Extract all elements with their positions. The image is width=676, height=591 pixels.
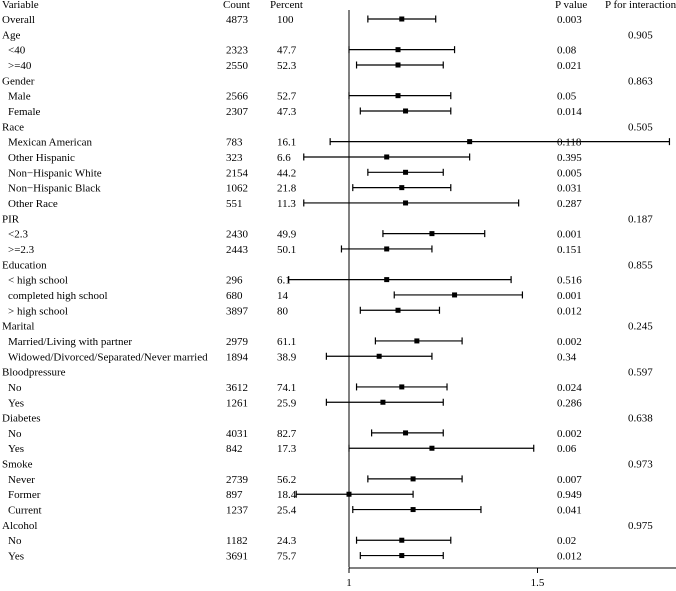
percent-value: 11.3	[277, 197, 296, 210]
group-row	[2, 367, 653, 379]
table-row	[8, 336, 582, 348]
p-interaction-value: 0.905	[628, 29, 653, 42]
point-estimate	[396, 93, 401, 98]
p-interaction-value: 0.863	[628, 75, 653, 88]
point-estimate	[399, 17, 404, 22]
row-label: Yes	[8, 443, 25, 456]
percent-value: 52.3	[277, 59, 297, 72]
row-label: <40	[8, 44, 26, 57]
group-label: Alcohol	[2, 519, 38, 532]
row-label: >=40	[8, 59, 32, 72]
point-estimate	[399, 384, 404, 389]
point-estimate	[384, 154, 389, 159]
p-value: 0.021	[557, 59, 582, 72]
group-label: Diabetes	[2, 412, 41, 425]
table-row	[8, 137, 582, 149]
count-value: 2323	[226, 44, 248, 57]
p-value: 0.287	[557, 197, 582, 210]
percent-value: 47.3	[277, 105, 297, 118]
point-estimate	[452, 292, 457, 297]
x-axis	[346, 568, 676, 589]
group-label: Marital	[2, 320, 35, 333]
row-label: Non−Hispanic Black	[8, 182, 101, 195]
point-estimate	[396, 308, 401, 313]
point-estimate	[384, 277, 389, 282]
count-value: 2979	[226, 335, 248, 348]
group-row	[2, 321, 653, 333]
group-row	[2, 29, 653, 41]
group-label: PIR	[2, 213, 20, 226]
percent-value: 17.3	[277, 443, 297, 456]
point-estimate	[380, 400, 385, 405]
point-estimate	[377, 354, 382, 359]
table-row	[8, 91, 577, 103]
percent-value: 100	[277, 14, 294, 26]
percent-value: 6.6	[277, 151, 291, 164]
count-value: 323	[226, 151, 243, 164]
table-row	[8, 443, 577, 455]
p-value: 0.34	[557, 351, 577, 364]
row-label: Overall	[2, 14, 35, 26]
point-estimate	[384, 246, 389, 251]
percent-value: 52.7	[277, 90, 297, 103]
row-label: < high school	[8, 274, 68, 287]
header-percent: Percent	[270, 0, 303, 11]
table-row	[2, 14, 582, 26]
point-estimate	[411, 476, 416, 481]
percent-value: 49.9	[277, 228, 297, 241]
p-interaction-value: 0.245	[628, 320, 653, 333]
row-label: Widowed/Divorced/Separated/Never married	[8, 351, 208, 364]
table-row	[8, 45, 577, 57]
x-tick-label: 1	[346, 577, 352, 589]
count-value: 842	[226, 443, 243, 456]
group-label: Gender	[2, 75, 35, 88]
row-label: Other Race	[8, 197, 58, 210]
header-variable: Variable	[2, 0, 39, 11]
percent-value: 25.4	[277, 504, 297, 517]
table-row	[8, 167, 582, 179]
header-p-value: P value	[555, 0, 588, 11]
table-row	[8, 198, 582, 210]
p-value: 0.002	[557, 335, 582, 348]
p-interaction-value: 0.975	[628, 519, 653, 532]
count-value: 1237	[226, 504, 248, 517]
table-row	[8, 505, 582, 517]
header-p-interaction: P for interaction	[605, 0, 676, 11]
point-estimate	[396, 62, 401, 67]
table-row	[8, 397, 582, 409]
row-label: > high school	[8, 305, 68, 318]
point-estimate	[403, 430, 408, 435]
percent-value: 47.7	[277, 44, 297, 57]
table-row	[8, 183, 582, 195]
percent-value: 74.1	[277, 381, 297, 394]
p-value: 0.041	[557, 504, 582, 517]
count-value: 4031	[226, 427, 248, 440]
table-row	[8, 229, 582, 241]
group-row	[2, 520, 653, 532]
row-label: <2.3	[8, 228, 28, 241]
count-value: 1261	[226, 397, 248, 410]
group-row	[2, 413, 653, 425]
count-value: 680	[226, 289, 243, 302]
header-count: Count	[223, 0, 250, 11]
p-value: 0.024	[557, 381, 582, 394]
percent-value: 18.4	[277, 489, 297, 502]
p-value: 0.014	[557, 105, 582, 118]
percent-value: 80	[277, 305, 288, 318]
table-row	[8, 106, 582, 118]
table-row	[8, 428, 582, 440]
point-estimate	[414, 338, 419, 343]
row-label: No	[8, 535, 22, 548]
count-value: 2430	[226, 228, 248, 241]
count-value: 783	[226, 136, 243, 149]
row-label: Male	[8, 90, 31, 103]
table-row	[8, 551, 582, 563]
row-label: No	[8, 381, 22, 394]
p-interaction-value: 0.187	[628, 213, 653, 226]
row-label: Other Hispanic	[8, 151, 75, 164]
table-row	[8, 152, 582, 164]
row-label: completed high school	[8, 289, 108, 302]
row-label: Yes	[8, 397, 25, 410]
percent-value: 21.8	[277, 182, 297, 195]
table-row	[8, 382, 582, 394]
point-estimate	[399, 553, 404, 558]
p-value: 0.003	[557, 14, 582, 26]
p-value: 0.05	[557, 90, 577, 103]
forest-marks	[289, 10, 670, 568]
percent-value: 24.3	[277, 535, 297, 548]
percent-value: 14	[277, 289, 288, 302]
x-tick-label: 1.5	[530, 577, 545, 589]
point-estimate	[396, 47, 401, 52]
count-value: 1182	[226, 535, 248, 548]
p-value: 0.007	[557, 473, 582, 486]
percent-value: 44.2	[277, 167, 297, 180]
table-row	[8, 351, 577, 363]
percent-value: 38.9	[277, 351, 297, 364]
percent-value: 6.1	[277, 274, 291, 287]
group-row	[2, 213, 653, 225]
count-value: 2550	[226, 59, 248, 72]
count-value: 1062	[226, 182, 248, 195]
table-row	[8, 275, 582, 287]
group-label: Age	[2, 29, 21, 42]
row-label: Current	[8, 504, 42, 517]
point-estimate	[399, 538, 404, 543]
table-row	[8, 535, 576, 547]
group-label: Bloodpressure	[2, 366, 66, 379]
p-value: 0.949	[557, 489, 582, 502]
p-value: 0.02	[557, 535, 577, 548]
count-value: 296	[226, 274, 243, 287]
p-value: 0.012	[557, 305, 582, 318]
row-label: Never	[8, 473, 35, 486]
group-label: Race	[2, 121, 24, 134]
p-value: 0.002	[557, 427, 582, 440]
point-estimate	[411, 507, 416, 512]
p-value: 0.151	[557, 243, 582, 256]
count-value: 2307	[226, 105, 248, 118]
row-label: Female	[8, 105, 41, 118]
p-value: 0.08	[557, 44, 577, 57]
point-estimate	[429, 446, 434, 451]
row-label: Mexican American	[8, 136, 92, 149]
group-row	[2, 259, 653, 271]
row-label: Non−Hispanic White	[8, 167, 102, 180]
p-value: 0.395	[557, 151, 582, 164]
table-row	[8, 244, 582, 256]
point-estimate	[403, 170, 408, 175]
row-label: >=2.3	[8, 243, 35, 256]
p-interaction-value: 0.973	[628, 458, 653, 471]
group-row	[2, 75, 653, 87]
table-row	[8, 474, 582, 486]
p-value: 0.012	[557, 550, 582, 563]
table-row	[8, 60, 582, 72]
table-rows	[2, 14, 653, 563]
percent-value: 75.7	[277, 550, 297, 563]
percent-value: 25.9	[277, 397, 297, 410]
count-value: 2154	[226, 167, 248, 180]
group-row	[2, 121, 653, 133]
p-value: 0.001	[557, 289, 582, 302]
p-value: 0.001	[557, 228, 582, 241]
row-label: Former	[8, 489, 41, 502]
p-value: 0.06	[557, 443, 577, 456]
table-row	[8, 305, 582, 317]
count-value: 897	[226, 489, 243, 502]
p-value: 0.516	[557, 274, 582, 287]
percent-value: 50.1	[277, 243, 297, 256]
row-label: Yes	[8, 550, 25, 563]
point-estimate	[467, 139, 472, 144]
group-label: Education	[2, 259, 47, 272]
table-row	[8, 290, 582, 302]
group-row	[2, 459, 653, 471]
p-value: 0.031	[557, 182, 582, 195]
p-interaction-value: 0.505	[628, 121, 653, 134]
percent-value: 56.2	[277, 473, 297, 486]
point-estimate	[429, 231, 434, 236]
percent-value: 16.1	[277, 136, 297, 149]
count-value: 3897	[226, 305, 248, 318]
header-row	[2, 0, 676, 11]
p-value: 0.118	[557, 136, 582, 149]
point-estimate	[403, 108, 408, 113]
p-interaction-value: 0.638	[628, 412, 653, 425]
count-value: 2443	[226, 243, 248, 256]
p-interaction-value: 0.597	[628, 366, 653, 379]
count-value: 3691	[226, 550, 248, 563]
row-label: Married/Living with partner	[8, 335, 133, 348]
percent-value: 61.1	[277, 335, 297, 348]
row-label: No	[8, 427, 22, 440]
group-label: Smoke	[2, 458, 33, 471]
count-value: 551	[226, 197, 243, 210]
p-value: 0.286	[557, 397, 582, 410]
table-row	[8, 489, 582, 501]
p-value: 0.005	[557, 167, 582, 180]
point-estimate	[403, 200, 408, 205]
count-value: 4873	[226, 14, 248, 26]
count-value: 3612	[226, 381, 248, 394]
count-value: 1894	[226, 351, 248, 364]
percent-value: 82.7	[277, 427, 297, 440]
count-value: 2739	[226, 473, 248, 486]
count-value: 2566	[226, 90, 248, 103]
point-estimate	[399, 185, 404, 190]
p-interaction-value: 0.855	[628, 259, 653, 272]
